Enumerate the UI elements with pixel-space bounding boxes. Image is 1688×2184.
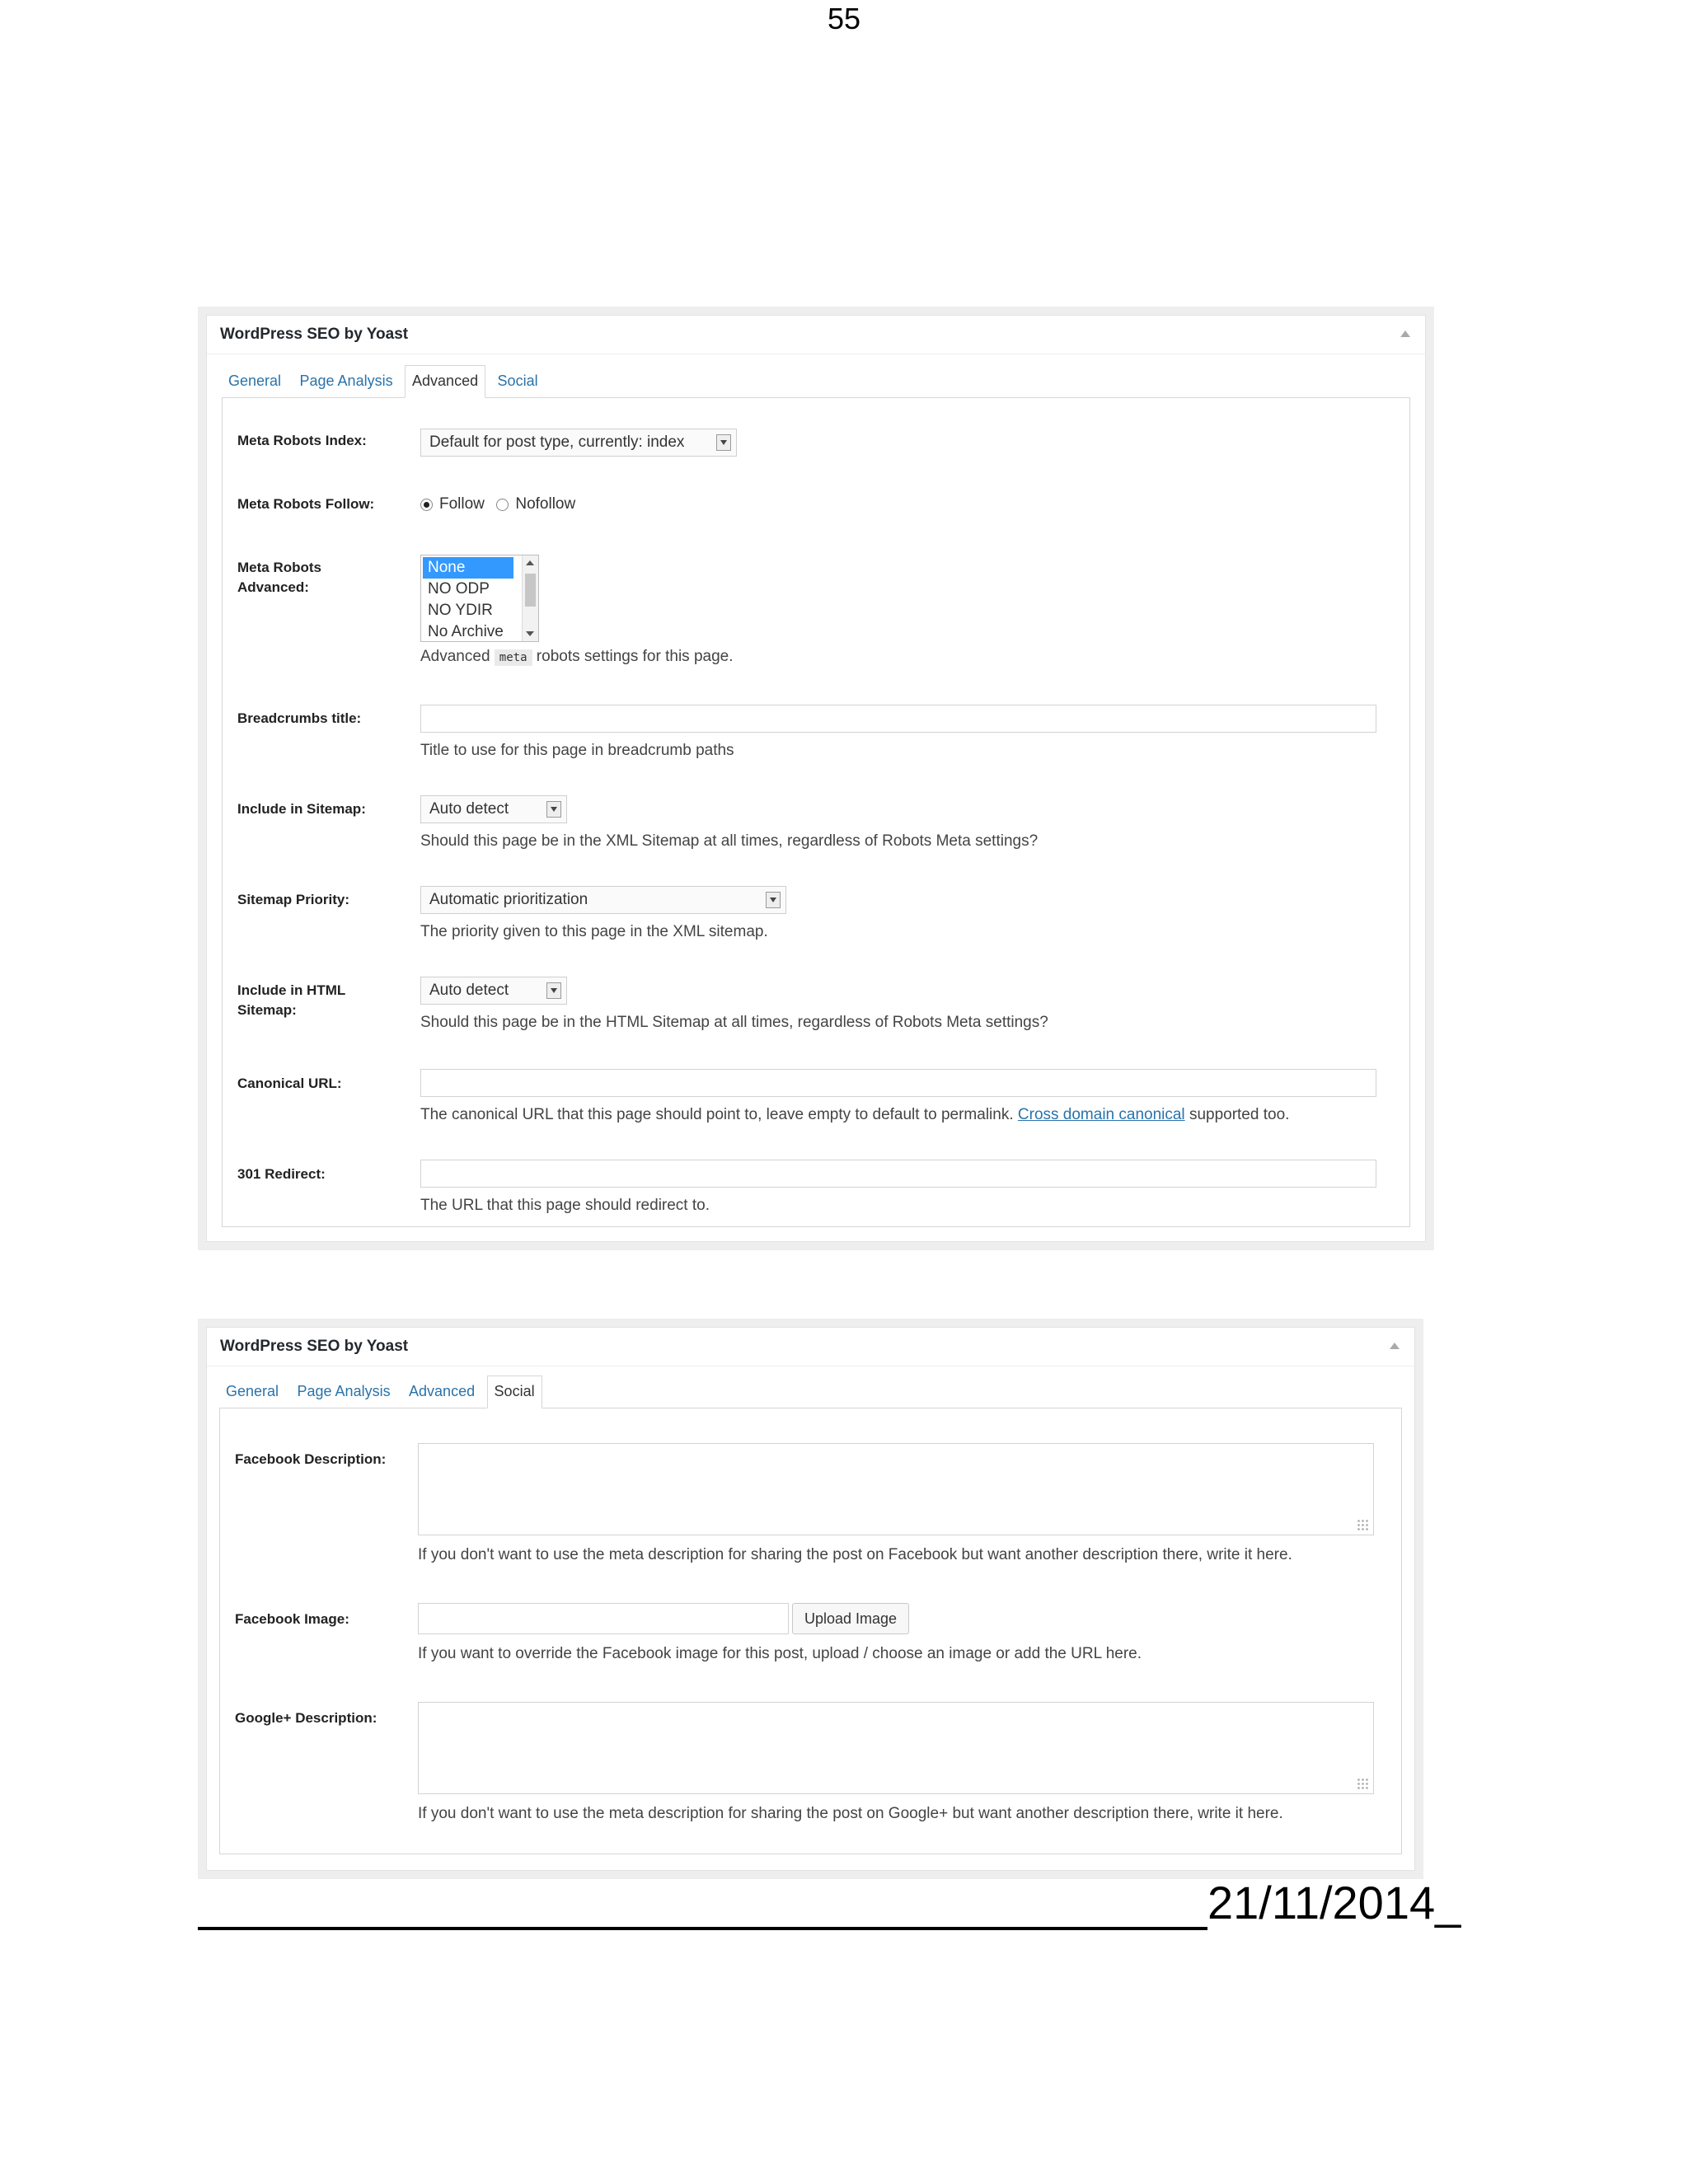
sitemap-priority-select[interactable]	[420, 886, 786, 914]
include-in-sitemap-help: Should this page be in the XML Sitemap at all times, regardless of Robots Meta settings?	[420, 832, 1039, 850]
include-in-html-sitemap-value: Auto detect	[429, 982, 509, 999]
redirect-301-input[interactable]	[420, 1160, 1376, 1188]
google-description-help: If you don't want to use the meta description for sharing the post on Google+ but want another description there, write it here.	[418, 1805, 1283, 1822]
scroll-down-icon[interactable]	[526, 631, 534, 636]
tab-social[interactable]: Social	[497, 373, 538, 389]
yoast-panel-social	[198, 1319, 1423, 1879]
advanced-tab-content	[222, 397, 1410, 1227]
panel-title: WordPress SEO by Yoast	[207, 1328, 1414, 1366]
facebook-image-help: If you want to override the Facebook image for this post, upload / choose an image or add the URL here.	[418, 1645, 1142, 1662]
help-text: robots settings for this page.	[536, 648, 734, 665]
scrollbar-thumb[interactable]	[525, 574, 536, 607]
facebook-description-textarea[interactable]	[418, 1443, 1374, 1535]
collapse-arrow-icon[interactable]	[1390, 1343, 1400, 1349]
cross-domain-canonical-link[interactable]: Cross domain canonical	[1017, 1106, 1185, 1123]
meta-robots-index-value: Default for post type, currently: index	[429, 434, 685, 451]
chevron-down-icon	[766, 892, 781, 908]
facebook-image-input[interactable]	[418, 1603, 789, 1634]
facebook-image-label: Facebook Image:	[235, 1611, 349, 1627]
help-text: The canonical URL that this page should point to, leave empty to default to permalink.	[420, 1106, 1014, 1123]
breadcrumbs-title-input[interactable]	[420, 705, 1376, 733]
meta-robots-advanced-listbox[interactable]	[420, 555, 539, 642]
nofollow-radio[interactable]	[496, 499, 509, 511]
follow-radio[interactable]	[420, 499, 433, 511]
follow-radio-label: Follow	[439, 495, 485, 513]
social-tab-content	[219, 1408, 1402, 1854]
listbox-option[interactable]: No Archive	[428, 623, 504, 640]
tab-advanced[interactable]: Advanced	[405, 365, 485, 398]
tab-social[interactable]: Social	[487, 1376, 542, 1408]
include-in-html-sitemap-label: Include in HTML Sitemap:	[237, 982, 345, 1018]
resize-handle-icon[interactable]	[1357, 1778, 1368, 1789]
tab-page-analysis[interactable]: Page Analysis	[297, 1383, 391, 1399]
google-description-label: Google+ Description:	[235, 1710, 377, 1726]
chevron-down-icon	[716, 434, 731, 451]
redirect-301-label: 301 Redirect:	[237, 1166, 326, 1182]
chevron-down-icon	[546, 801, 561, 818]
meta-code: meta	[495, 649, 532, 666]
canonical-url-label: Canonical URL:	[237, 1076, 342, 1091]
canonical-url-help	[420, 1105, 1289, 1125]
sitemap-priority-value: Automatic prioritization	[429, 891, 588, 908]
tab-bar	[219, 1376, 544, 1408]
footer-rule	[198, 1927, 1207, 1930]
tab-advanced[interactable]: Advanced	[409, 1383, 476, 1399]
yoast-panel-advanced	[198, 307, 1434, 1250]
redirect-301-help: The URL that this page should redirect to.	[420, 1197, 710, 1214]
breadcrumbs-title-label: Breadcrumbs title:	[237, 710, 362, 726]
google-description-textarea[interactable]	[418, 1702, 1374, 1794]
meta-robots-advanced-label: Meta Robots Advanced:	[237, 560, 321, 595]
sitemap-priority-label: Sitemap Priority:	[237, 892, 350, 907]
panel-title: WordPress SEO by Yoast	[207, 316, 1425, 354]
listbox-scrollbar[interactable]	[522, 555, 538, 641]
tab-page-analysis[interactable]: Page Analysis	[299, 373, 393, 389]
include-in-html-sitemap-select[interactable]	[420, 977, 567, 1005]
sitemap-priority-help: The priority given to this page in the XML sitemap.	[420, 923, 768, 940]
upload-image-button[interactable]: Upload Image	[792, 1603, 909, 1634]
include-in-sitemap-value: Auto detect	[429, 800, 509, 818]
include-in-sitemap-select[interactable]	[420, 795, 567, 823]
canonical-url-input[interactable]	[420, 1069, 1376, 1097]
tab-bar	[222, 365, 546, 398]
collapse-arrow-icon[interactable]	[1400, 330, 1410, 337]
listbox-option[interactable]: NO YDIR	[428, 602, 493, 619]
tab-general[interactable]: General	[226, 1383, 279, 1399]
resize-handle-icon[interactable]	[1357, 1519, 1368, 1530]
facebook-description-label: Facebook Description:	[235, 1451, 387, 1467]
nofollow-radio-label: Nofollow	[515, 495, 576, 513]
page-number: 55	[827, 2, 861, 35]
chevron-down-icon	[546, 982, 561, 999]
listbox-option[interactable]: NO ODP	[428, 580, 490, 598]
help-text: supported too.	[1189, 1106, 1290, 1123]
footer-date: 21/11/2014_	[1207, 1877, 1461, 1929]
facebook-description-help: If you don't want to use the meta description for sharing the post on Facebook but want another description there, write it here.	[418, 1546, 1292, 1563]
tab-general[interactable]: General	[228, 373, 282, 389]
meta-robots-follow-radios	[420, 492, 584, 517]
breadcrumbs-title-help: Title to use for this page in breadcrumb paths	[420, 742, 734, 759]
meta-robots-index-select[interactable]	[420, 429, 737, 457]
meta-robots-index-label: Meta Robots Index:	[237, 433, 367, 448]
scroll-up-icon[interactable]	[526, 560, 534, 565]
include-in-sitemap-label: Include in Sitemap:	[237, 801, 366, 817]
meta-robots-advanced-help	[420, 647, 733, 668]
listbox-option[interactable]: None	[423, 557, 513, 579]
help-text: Advanced	[420, 648, 490, 665]
include-in-html-sitemap-help: Should this page be in the HTML Sitemap at all times, regardless of Robots Meta settings?	[420, 1014, 1048, 1031]
meta-robots-follow-label: Meta Robots Follow:	[237, 496, 375, 512]
